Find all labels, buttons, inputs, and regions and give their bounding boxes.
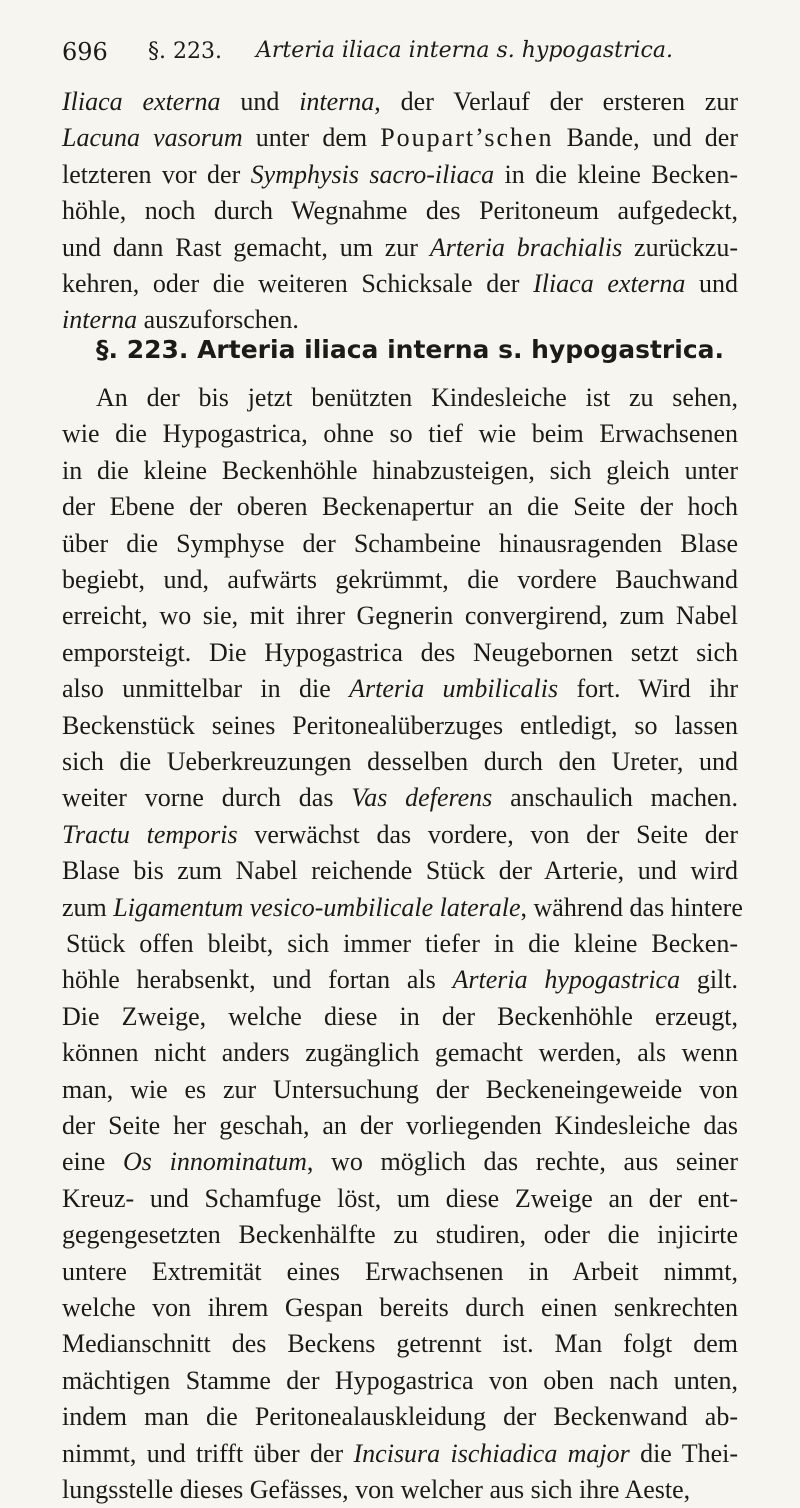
text-run: gilt.: [680, 965, 738, 995]
text-run: zum: [62, 892, 114, 922]
italic-term: Iliaca externa: [62, 87, 221, 116]
text-run: unter dem: [242, 123, 381, 153]
running-header: [62, 38, 742, 70]
text-line: [62, 120, 738, 156]
text-run: der Seite her geschah, an der vorliegenden Kindesleiche das: [62, 1111, 738, 1140]
italic-term: Iliaca externa: [533, 269, 686, 298]
text-line: [62, 1436, 738, 1472]
text-line: [62, 489, 738, 525]
italic-term: interna: [299, 87, 375, 116]
text-run: Medianschnitt des Beckens getrennt ist. Man folgt dem: [62, 1329, 738, 1359]
text-run: begiebt, und, aufwärts gekrümmt, die vordere Bauchwand: [62, 565, 738, 594]
text-run: Beckenstück seines Peritonealüberzuges entledigt, so lassen: [62, 710, 738, 740]
text-line: [62, 193, 738, 229]
text-run: lungsstelle dieses Gefässes, von welcher aus sich ihre Aeste,: [62, 1475, 691, 1504]
text-run: erreicht, wo sie, mit ihrer Gegnerin convergirend, zum Nabel: [62, 601, 738, 631]
text-line: [62, 853, 738, 889]
text-line: [62, 1399, 738, 1435]
text-run: sich die Ueberkreuzungen desselben durch den Ureter, und: [62, 747, 738, 776]
text-line: [62, 1217, 738, 1253]
text-line: [62, 744, 738, 780]
text-line: [62, 1072, 738, 1108]
italic-term: Ligamentum vesico-umbilicale laterale: [113, 892, 521, 922]
text-run: , wo möglich das rechte, aus seiner: [306, 1147, 738, 1177]
text-line: [62, 157, 738, 193]
page-number: 696: [62, 38, 108, 66]
text-line: [62, 1181, 738, 1217]
text-line: [96, 380, 738, 416]
text-line: [62, 1144, 738, 1180]
text-run: gegengesetzten Beckenhälfte zu studiren, oder die injicirte: [62, 1220, 738, 1250]
text-run: und: [685, 269, 739, 298]
text-line: [62, 1363, 738, 1399]
header-section-number: §. 223.: [148, 39, 222, 64]
text-run: kehren, oder die weiteren Schicksale der: [62, 269, 534, 298]
text-line: [62, 817, 738, 853]
text-run: mächtigen Stamme der Hypogastrica von oben nach unten,: [62, 1365, 738, 1395]
text-line: [62, 230, 738, 266]
text-line: [62, 671, 738, 707]
text-line: [62, 266, 738, 302]
text-run: , der Verlauf der ersteren zur: [374, 87, 739, 116]
text-run: , während das hintere: [520, 892, 743, 922]
text-line: [62, 962, 738, 998]
text-run: Blase bis zum Nabel reichende Stück der Arterie, und wird: [62, 856, 738, 886]
text-run: emporsteigt. Die Hypogastrica des Neugebornen setzt sich: [62, 637, 738, 667]
text-line: [62, 1035, 738, 1071]
text-run: in die kleine Becken-: [494, 159, 738, 189]
text-line: [62, 635, 738, 671]
text-run: anschaulich machen.: [492, 783, 738, 813]
text-run: An der bis jetzt benützten Kindesleiche ist zu sehen,: [96, 383, 738, 412]
text-run: zurückzu-: [622, 232, 738, 262]
text-line: [62, 562, 738, 598]
italic-term: Lacuna vasorum: [62, 123, 243, 153]
text-run: und: [220, 87, 300, 116]
italic-term: interna: [62, 305, 138, 335]
italic-term: Arteria hypogastrica: [452, 965, 681, 995]
text-line: [62, 890, 743, 926]
text-run: höhle herabsenkt, und fortan als: [62, 965, 453, 995]
text-line: [62, 598, 738, 634]
text-run: nimmt, und trifft über der: [62, 1438, 354, 1468]
italic-term: Arteria brachialis: [429, 232, 623, 262]
text-line: [66, 926, 738, 962]
text-line: [62, 708, 738, 744]
text-line: [62, 526, 738, 562]
text-run: der Ebene der oberen Beckenapertur an die Seite der hoch: [62, 492, 738, 522]
text-line: [62, 416, 738, 452]
text-run: wie die Hypogastrica, ohne so tief wie beim Erwachsenen: [62, 419, 738, 449]
text-run: indem man die Peritonealauskleidung der Beckenwand ab-: [62, 1402, 738, 1432]
text-run: Stück offen bleibt, sich immer tiefer in die kleine Becken-: [66, 929, 738, 958]
text-line: [62, 780, 738, 816]
italic-term: Vas deferens: [351, 783, 493, 813]
running-title: Arteria iliaca interna s. hypogastrica.: [256, 38, 673, 63]
text-run: höhle, noch durch Wegnahme des Peritoneum aufgedeckt,: [62, 196, 738, 226]
text-run: Kreuz- und Schamfuge löst, um diese Zweige an der ent-: [62, 1183, 738, 1213]
italic-term: Os innominatum: [123, 1147, 307, 1177]
text-line: [62, 1108, 738, 1144]
text-line: [62, 999, 738, 1035]
italic-term: Symphysis sacro-iliaca: [250, 159, 495, 189]
text-run: über die Symphyse der Schambeine hinausragenden Blase: [62, 528, 738, 558]
text-line: [62, 1254, 738, 1290]
text-run: Bande, und der: [553, 123, 738, 153]
text-run: untere Extremität eines Erwachsenen in Arbeit nimmt,: [62, 1256, 738, 1286]
text-line: [62, 453, 738, 489]
text-run: man, wie es zur Untersuchung der Beckeneingeweide von: [62, 1074, 738, 1104]
text-run: eine: [62, 1147, 124, 1177]
text-line: [62, 1290, 738, 1326]
text-line: [62, 1326, 738, 1362]
text-run: auszuforschen.: [137, 305, 299, 335]
text-run: letzteren vor der: [62, 159, 251, 189]
italic-term: Tractu temporis: [62, 819, 238, 849]
text-run: verwächst das vordere, von der Seite der: [237, 819, 738, 849]
text-run: also unmittelbar in die: [62, 674, 350, 704]
text-run: und dann Rast gemacht, um zur: [62, 232, 430, 262]
section-heading: §. 223. Arteria iliaca interna s. hypogastrica.: [96, 335, 725, 364]
text-line: [62, 1472, 738, 1508]
text-run: die Thei-: [629, 1438, 738, 1468]
text-line: [62, 84, 738, 120]
text-run: weiter vorne durch das: [62, 783, 352, 813]
text-run: in die kleine Beckenhöhle hinabzusteigen, sich gleich unter: [62, 455, 738, 485]
text-run: können nicht anders zugänglich gemacht werden, als wenn: [62, 1038, 738, 1068]
text-run: fort. Wird ihr: [558, 674, 738, 704]
text-run: welche von ihrem Gespan bereits durch einen senkrechten: [62, 1293, 738, 1322]
italic-term: Arteria umbilicalis: [349, 674, 559, 704]
text-run: Poupart’schen: [380, 123, 554, 153]
italic-term: Incisura ischiadica major: [353, 1438, 630, 1468]
text-run: Die Zweige, welche diese in der Beckenhöhle erzeugt,: [62, 1001, 738, 1031]
